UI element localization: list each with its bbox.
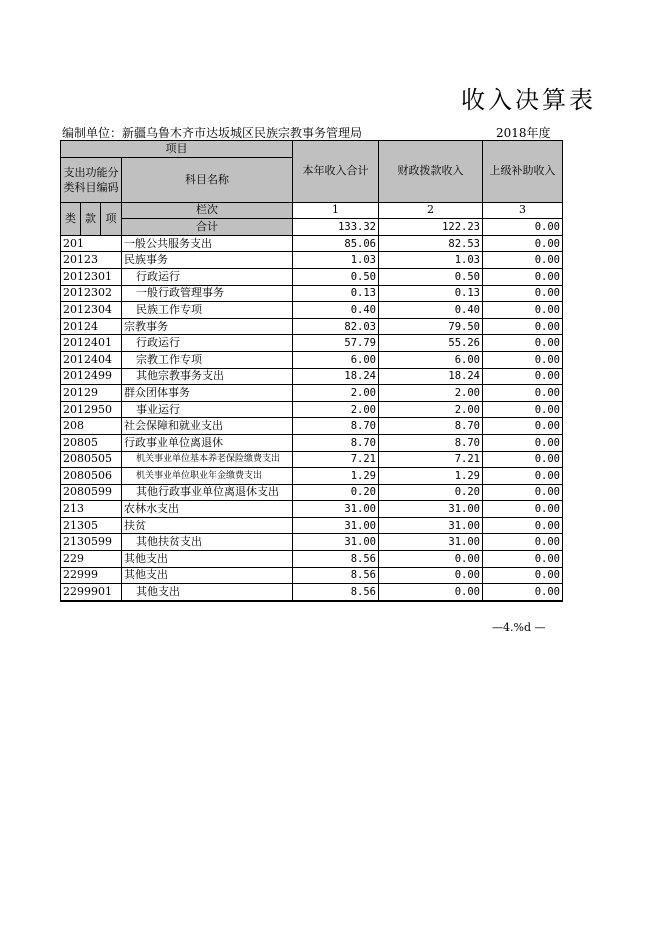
header-lanci: 栏次 xyxy=(122,202,293,219)
row-finance: 8.70 xyxy=(379,418,483,435)
row-code: 21305 xyxy=(61,517,122,534)
row-superior: 0.00 xyxy=(483,517,563,534)
row-code: 2080599 xyxy=(61,484,122,501)
row-code: 20129 xyxy=(61,385,122,402)
header-name: 科目名称 xyxy=(122,157,293,202)
row-superior: 0.00 xyxy=(483,484,563,501)
row-finance: 1.29 xyxy=(379,468,483,485)
row-superior: 0.00 xyxy=(483,235,563,252)
row-name: 机关事业单位基本养老保险缴费支出 xyxy=(122,451,293,468)
row-code: 2299901 xyxy=(61,584,122,601)
row-total: 8.56 xyxy=(293,551,379,568)
row-total: 8.56 xyxy=(293,567,379,584)
row-superior: 0.00 xyxy=(483,567,563,584)
row-code: 2012404 xyxy=(61,351,122,368)
row-name: 社会保障和就业支出 xyxy=(122,418,293,435)
row-superior: 0.00 xyxy=(483,534,563,551)
header-col-superior: 上级补助收入 xyxy=(483,141,563,203)
table-row xyxy=(61,235,563,252)
row-superior: 0.00 xyxy=(483,285,563,302)
row-superior: 0.00 xyxy=(483,434,563,451)
row-superior: 0.00 xyxy=(483,468,563,485)
row-finance: 0.50 xyxy=(379,268,483,285)
income-statement-table xyxy=(60,140,563,602)
header-lei: 类 xyxy=(61,202,81,235)
sum-total: 133.32 xyxy=(293,219,379,236)
row-finance: 31.00 xyxy=(379,534,483,551)
row-name: 行政运行 xyxy=(122,335,293,352)
row-name: 行政运行 xyxy=(122,268,293,285)
table-row xyxy=(61,551,563,568)
row-superior: 0.00 xyxy=(483,501,563,518)
row-superior: 0.00 xyxy=(483,385,563,402)
row-total: 1.29 xyxy=(293,468,379,485)
table-row xyxy=(61,335,563,352)
row-finance: 18.24 xyxy=(379,368,483,385)
sum-finance: 122.23 xyxy=(379,219,483,236)
row-finance: 7.21 xyxy=(379,451,483,468)
table-row xyxy=(61,468,563,485)
row-name: 其他支出 xyxy=(122,567,293,584)
row-superior: 0.00 xyxy=(483,318,563,335)
table-row xyxy=(61,252,563,269)
row-name: 其他支出 xyxy=(122,584,293,601)
sum-superior: 0.00 xyxy=(483,219,563,236)
row-total: 82.03 xyxy=(293,318,379,335)
table-row xyxy=(61,385,563,402)
row-superior: 0.00 xyxy=(483,584,563,601)
row-name: 群众团体事务 xyxy=(122,385,293,402)
table-row xyxy=(61,567,563,584)
row-finance: 0.20 xyxy=(379,484,483,501)
row-total: 31.00 xyxy=(293,501,379,518)
row-superior: 0.00 xyxy=(483,351,563,368)
row-finance: 0.13 xyxy=(379,285,483,302)
table-row xyxy=(61,434,563,451)
row-finance: 31.00 xyxy=(379,501,483,518)
row-name: 一般行政管理事务 xyxy=(122,285,293,302)
row-code: 2012950 xyxy=(61,401,122,418)
row-code: 20123 xyxy=(61,252,122,269)
row-code: 201 xyxy=(61,235,122,252)
row-name: 宗教事务 xyxy=(122,318,293,335)
row-total: 1.03 xyxy=(293,252,379,269)
row-code: 2012401 xyxy=(61,335,122,352)
table-row xyxy=(61,418,563,435)
row-superior: 0.00 xyxy=(483,451,563,468)
row-finance: 82.53 xyxy=(379,235,483,252)
row-code: 2130599 xyxy=(61,534,122,551)
row-finance: 79.50 xyxy=(379,318,483,335)
row-superior: 0.00 xyxy=(483,551,563,568)
row-name: 一般公共服务支出 xyxy=(122,235,293,252)
row-name: 其他支出 xyxy=(122,551,293,568)
row-name: 行政事业单位离退休 xyxy=(122,434,293,451)
row-total: 8.56 xyxy=(293,584,379,601)
row-finance: 8.70 xyxy=(379,434,483,451)
page-title: 收入决算表 xyxy=(461,86,596,114)
table-row xyxy=(61,534,563,551)
row-total: 85.06 xyxy=(293,235,379,252)
row-name: 其他宗教事务支出 xyxy=(122,368,293,385)
row-superior: 0.00 xyxy=(483,401,563,418)
index-3: 3 xyxy=(483,202,563,219)
header-col-total: 本年收入合计 xyxy=(293,141,379,203)
page-footer: —4.%d — xyxy=(492,621,546,634)
row-superior: 0.00 xyxy=(483,368,563,385)
table-row xyxy=(61,318,563,335)
row-total: 31.00 xyxy=(293,534,379,551)
row-total: 0.40 xyxy=(293,302,379,319)
sum-label: 合计 xyxy=(122,219,293,236)
row-name: 民族工作专项 xyxy=(122,302,293,319)
row-code: 229 xyxy=(61,551,122,568)
row-code: 2012499 xyxy=(61,368,122,385)
row-total: 0.50 xyxy=(293,268,379,285)
row-total: 8.70 xyxy=(293,434,379,451)
row-code: 213 xyxy=(61,501,122,518)
table-row xyxy=(61,484,563,501)
row-total: 0.20 xyxy=(293,484,379,501)
row-superior: 0.00 xyxy=(483,268,563,285)
table-row xyxy=(61,501,563,518)
report-year: 2018年度 xyxy=(496,126,551,140)
row-total: 2.00 xyxy=(293,401,379,418)
row-total: 0.13 xyxy=(293,285,379,302)
row-total: 31.00 xyxy=(293,517,379,534)
row-total: 18.24 xyxy=(293,368,379,385)
table-row xyxy=(61,268,563,285)
header-xiang: 项 xyxy=(101,202,122,235)
table-row xyxy=(61,285,563,302)
row-name: 民族事务 xyxy=(122,252,293,269)
header-col-finance: 财政拨款收入 xyxy=(379,141,483,203)
row-finance: 31.00 xyxy=(379,517,483,534)
header-kuan: 款 xyxy=(81,202,101,235)
row-finance: 6.00 xyxy=(379,351,483,368)
row-superior: 0.00 xyxy=(483,252,563,269)
row-total: 2.00 xyxy=(293,385,379,402)
row-code: 2012301 xyxy=(61,268,122,285)
reporting-unit: 编制单位：新疆乌鲁木齐市达坂城区民族宗教事务管理局 xyxy=(62,126,363,140)
row-total: 6.00 xyxy=(293,351,379,368)
row-name: 事业运行 xyxy=(122,401,293,418)
row-total: 57.79 xyxy=(293,335,379,352)
row-code: 208 xyxy=(61,418,122,435)
row-finance: 55.26 xyxy=(379,335,483,352)
row-name: 宗教工作专项 xyxy=(122,351,293,368)
row-finance: 0.00 xyxy=(379,584,483,601)
row-name: 农林水支出 xyxy=(122,501,293,518)
row-finance: 0.00 xyxy=(379,551,483,568)
row-superior: 0.00 xyxy=(483,302,563,319)
table-row xyxy=(61,351,563,368)
row-code: 22999 xyxy=(61,567,122,584)
header-code-group: 支出功能分类科目编码 xyxy=(61,157,122,202)
row-finance: 2.00 xyxy=(379,385,483,402)
row-code: 2012304 xyxy=(61,302,122,319)
row-code: 20124 xyxy=(61,318,122,335)
row-code: 20805 xyxy=(61,434,122,451)
table-row xyxy=(61,517,563,534)
row-finance: 2.00 xyxy=(379,401,483,418)
row-superior: 0.00 xyxy=(483,335,563,352)
table-row xyxy=(61,401,563,418)
row-finance: 0.40 xyxy=(379,302,483,319)
row-name: 其他扶贫支出 xyxy=(122,534,293,551)
row-code: 2080505 xyxy=(61,451,122,468)
index-2: 2 xyxy=(379,202,483,219)
row-superior: 0.00 xyxy=(483,418,563,435)
index-1: 1 xyxy=(293,202,379,219)
row-code: 2080506 xyxy=(61,468,122,485)
row-name: 其他行政事业单位离退休支出 xyxy=(122,484,293,501)
table-row xyxy=(61,368,563,385)
table-row xyxy=(61,451,563,468)
table-row xyxy=(61,302,563,319)
row-code: 2012302 xyxy=(61,285,122,302)
row-name: 扶贫 xyxy=(122,517,293,534)
row-finance: 1.03 xyxy=(379,252,483,269)
header-project: 项目 xyxy=(61,141,293,158)
table-row xyxy=(61,584,563,601)
row-finance: 0.00 xyxy=(379,567,483,584)
row-name: 机关事业单位职业年金缴费支出 xyxy=(122,468,293,485)
row-total: 8.70 xyxy=(293,418,379,435)
row-total: 7.21 xyxy=(293,451,379,468)
